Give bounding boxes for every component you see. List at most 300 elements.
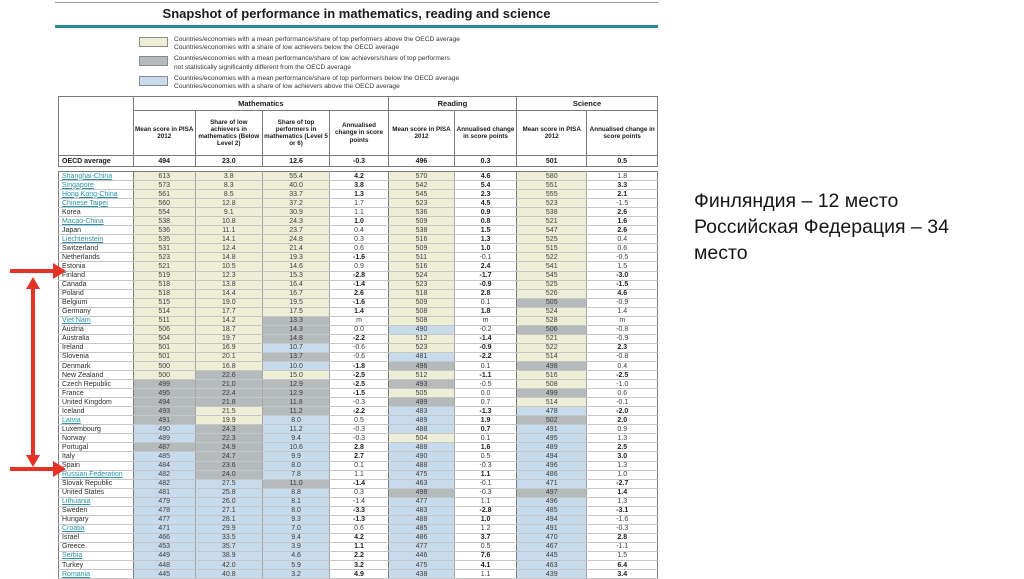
value-cell: -1.5 xyxy=(587,280,658,289)
table-row xyxy=(59,515,658,524)
country-label: Australia xyxy=(59,334,134,343)
table-row xyxy=(59,262,658,271)
value-cell: 504 xyxy=(133,334,195,343)
value-cell: 42.0 xyxy=(195,561,262,570)
value-cell: 0.7 xyxy=(455,398,517,407)
value-cell: 6.4 xyxy=(587,561,658,570)
value-cell: 33.5 xyxy=(195,533,262,542)
table-row xyxy=(59,389,658,398)
value-cell: m xyxy=(330,316,389,325)
value-cell: 490 xyxy=(388,452,454,461)
value-cell: 1.0 xyxy=(587,470,658,479)
value-cell: -0.1 xyxy=(587,398,658,407)
value-cell: -0.3 xyxy=(587,524,658,533)
value-cell: 15.0 xyxy=(262,371,329,380)
value-cell: 17.5 xyxy=(262,307,329,316)
value-cell: -1.3 xyxy=(330,515,389,524)
value-cell: 22.6 xyxy=(195,371,262,380)
value-cell: 491 xyxy=(517,524,587,533)
table-row xyxy=(59,280,658,289)
country-label: Italy xyxy=(59,452,134,461)
country-link[interactable]: Liechtenstein xyxy=(59,235,134,244)
table-row xyxy=(59,425,658,434)
value-cell: 499 xyxy=(133,380,195,389)
value-cell: 496 xyxy=(517,497,587,506)
value-cell: 1.1 xyxy=(330,470,389,479)
value-cell: 524 xyxy=(388,271,454,280)
value-cell: 9.4 xyxy=(262,533,329,542)
value-cell: -1.6 xyxy=(330,253,389,262)
value-cell: 0.3 xyxy=(455,156,517,167)
value-cell: 14.1 xyxy=(195,235,262,244)
value-cell: 21.0 xyxy=(195,380,262,389)
range-arrow-bottom-head xyxy=(26,455,40,467)
table-row xyxy=(59,407,658,416)
value-cell: 28.1 xyxy=(195,515,262,524)
country-link[interactable]: Viet Nam xyxy=(59,316,134,325)
table-row xyxy=(59,533,658,542)
value-cell: 19.0 xyxy=(195,298,262,307)
value-cell: 40.0 xyxy=(262,181,329,190)
value-cell: 0.1 xyxy=(455,361,517,370)
value-cell: 483 xyxy=(388,407,454,416)
value-cell: 3.4 xyxy=(587,570,658,579)
value-cell: 495 xyxy=(133,389,195,398)
value-cell: -0.3 xyxy=(455,461,517,470)
value-cell: 4.1 xyxy=(455,561,517,570)
value-cell: 519 xyxy=(133,271,195,280)
value-cell: -3.0 xyxy=(587,271,658,280)
value-cell: 486 xyxy=(517,470,587,479)
value-cell: 490 xyxy=(388,325,454,334)
value-cell: 515 xyxy=(133,298,195,307)
value-cell: 560 xyxy=(133,199,195,208)
country-label: Slovak Republic xyxy=(59,479,134,488)
value-cell: 1.8 xyxy=(455,307,517,316)
value-cell: 521 xyxy=(517,217,587,226)
value-cell: 1.3 xyxy=(455,235,517,244)
col-header: Annualised change in score points xyxy=(455,111,517,156)
value-cell: 493 xyxy=(388,380,454,389)
value-cell: 477 xyxy=(388,542,454,551)
value-cell: 27.5 xyxy=(195,479,262,488)
table-row xyxy=(59,434,658,443)
value-cell: 488 xyxy=(388,515,454,524)
value-cell: 523 xyxy=(133,253,195,262)
value-cell: 1.2 xyxy=(455,524,517,533)
value-cell: 0.7 xyxy=(455,425,517,434)
value-cell: 535 xyxy=(133,235,195,244)
value-cell: 1.1 xyxy=(330,542,389,551)
value-cell: 514 xyxy=(517,398,587,407)
value-cell: 16.8 xyxy=(195,361,262,370)
value-cell: 498 xyxy=(388,488,454,497)
table-row xyxy=(59,371,658,380)
value-cell: 1.3 xyxy=(587,461,658,470)
table-row xyxy=(59,253,658,262)
country-link[interactable]: Lithuania xyxy=(59,497,134,506)
value-cell: 506 xyxy=(517,325,587,334)
value-cell: 3.8 xyxy=(195,172,262,181)
value-cell: 2.3 xyxy=(455,190,517,199)
value-cell: 8.5 xyxy=(195,190,262,199)
value-cell: -0.6 xyxy=(330,352,389,361)
legend xyxy=(139,36,609,94)
value-cell: 0.1 xyxy=(330,461,389,470)
oecd-average-row xyxy=(59,156,658,167)
finland-rank-text: Финляндия – 12 место xyxy=(694,190,899,212)
country-link[interactable]: Macao-China xyxy=(59,217,134,226)
value-cell: 23.6 xyxy=(195,461,262,470)
value-cell: 502 xyxy=(517,416,587,425)
value-cell: 1.5 xyxy=(455,226,517,235)
value-cell: 523 xyxy=(388,199,454,208)
value-cell: 3.0 xyxy=(587,452,658,461)
value-cell: 8.8 xyxy=(262,488,329,497)
value-cell: -2.8 xyxy=(330,271,389,280)
value-cell: 485 xyxy=(133,452,195,461)
value-cell: 19.5 xyxy=(262,298,329,307)
value-cell: 471 xyxy=(133,524,195,533)
value-cell: 55.4 xyxy=(262,172,329,181)
value-cell: 536 xyxy=(388,208,454,217)
table-row xyxy=(59,470,658,479)
value-cell: 516 xyxy=(388,235,454,244)
value-cell: 21.5 xyxy=(195,407,262,416)
value-cell: 0.1 xyxy=(455,298,517,307)
value-cell: 525 xyxy=(517,235,587,244)
top-divider xyxy=(55,2,658,3)
value-cell: 489 xyxy=(388,416,454,425)
table-row xyxy=(59,235,658,244)
value-cell: 525 xyxy=(517,280,587,289)
country-label: Iceland xyxy=(59,407,134,416)
value-cell: 491 xyxy=(133,416,195,425)
value-cell: 13.8 xyxy=(195,280,262,289)
value-cell: 12.4 xyxy=(195,244,262,253)
table-row xyxy=(59,488,658,497)
value-cell: 4.6 xyxy=(262,551,329,560)
value-cell: 499 xyxy=(517,389,587,398)
value-cell: 0.4 xyxy=(587,235,658,244)
country-label: Canada xyxy=(59,280,134,289)
country-label: Japan xyxy=(59,226,134,235)
table-row xyxy=(59,208,658,217)
value-cell: 542 xyxy=(388,181,454,190)
value-cell: 547 xyxy=(517,226,587,235)
value-cell: 9.4 xyxy=(262,434,329,443)
value-cell: 3.2 xyxy=(330,561,389,570)
value-cell: 3.3 xyxy=(587,181,658,190)
value-cell: 7.0 xyxy=(262,524,329,533)
col-header: Mean score in PISA 2012 xyxy=(516,111,586,156)
value-cell: 4.2 xyxy=(330,533,389,542)
value-cell: 518 xyxy=(388,289,454,298)
value-cell: 10.5 xyxy=(195,262,262,271)
value-cell: 521 xyxy=(133,262,195,271)
table-row xyxy=(59,172,658,181)
value-cell: 509 xyxy=(388,298,454,307)
country-label: Denmark xyxy=(59,361,134,370)
value-cell: 471 xyxy=(517,479,587,488)
value-cell: 1.1 xyxy=(455,470,517,479)
value-cell: -2.0 xyxy=(587,407,658,416)
value-cell: 1.5 xyxy=(587,262,658,271)
value-cell: 446 xyxy=(388,551,454,560)
value-cell: 4.5 xyxy=(455,199,517,208)
value-cell: 523 xyxy=(388,280,454,289)
value-cell: 12.9 xyxy=(262,380,329,389)
value-cell: 16.7 xyxy=(262,289,329,298)
value-cell: -2.5 xyxy=(587,371,658,380)
country-link[interactable]: Latvia xyxy=(59,416,134,425)
country-label: Austria xyxy=(59,325,134,334)
value-cell: 528 xyxy=(517,316,587,325)
value-cell: 2.7 xyxy=(330,452,389,461)
value-cell: -0.8 xyxy=(587,352,658,361)
value-cell: 1.0 xyxy=(455,515,517,524)
value-cell: 10.0 xyxy=(262,361,329,370)
value-cell: 506 xyxy=(133,325,195,334)
country-label: Turkey xyxy=(59,561,134,570)
value-cell: 35.7 xyxy=(195,542,262,551)
value-cell: 482 xyxy=(133,479,195,488)
value-cell: 24.9 xyxy=(195,443,262,452)
value-cell: 463 xyxy=(388,479,454,488)
value-cell: 505 xyxy=(388,389,454,398)
col-header: Mean score in PISA 2012 xyxy=(133,111,195,156)
value-cell: 555 xyxy=(517,190,587,199)
value-cell: 2.6 xyxy=(587,226,658,235)
value-cell: 538 xyxy=(388,226,454,235)
value-cell: -0.8 xyxy=(587,325,658,334)
value-cell: 545 xyxy=(517,271,587,280)
value-cell: -1.4 xyxy=(330,280,389,289)
value-cell: 12.6 xyxy=(262,156,329,167)
value-cell: 1.3 xyxy=(330,190,389,199)
col-header: Share of low achievers in mathematics (Below Level 2) xyxy=(195,111,262,156)
value-cell: 449 xyxy=(133,551,195,560)
value-cell: 573 xyxy=(133,181,195,190)
table-row xyxy=(59,316,658,325)
value-cell: -3.3 xyxy=(330,506,389,515)
value-cell: 486 xyxy=(388,533,454,542)
value-cell: -2.5 xyxy=(330,371,389,380)
value-cell: 0.5 xyxy=(330,416,389,425)
value-cell: 512 xyxy=(388,334,454,343)
country-link[interactable]: Hong Kong-China xyxy=(59,190,134,199)
legend-swatch-blue xyxy=(139,76,168,86)
value-cell: 1.6 xyxy=(587,217,658,226)
value-cell: 504 xyxy=(388,434,454,443)
value-cell: -0.9 xyxy=(587,334,658,343)
value-cell: 516 xyxy=(517,371,587,380)
value-cell: 8.0 xyxy=(262,461,329,470)
value-cell: 3.9 xyxy=(262,542,329,551)
value-cell: m xyxy=(455,316,517,325)
value-cell: 509 xyxy=(388,244,454,253)
value-cell: 0.4 xyxy=(330,226,389,235)
value-cell: 1.1 xyxy=(330,208,389,217)
value-cell: 479 xyxy=(133,497,195,506)
value-cell: 11.0 xyxy=(262,479,329,488)
value-cell: 14.3 xyxy=(262,325,329,334)
value-cell: -0.9 xyxy=(455,280,517,289)
country-link[interactable]: Serbia xyxy=(59,551,134,560)
value-cell: 9.3 xyxy=(262,515,329,524)
legend-line: Countries/economies with a mean performance/share of top performers above the OECD average xyxy=(174,36,460,43)
value-cell: 570 xyxy=(388,172,454,181)
table-row xyxy=(59,443,658,452)
value-cell: 0.5 xyxy=(587,156,658,167)
table-body xyxy=(58,171,658,579)
value-cell: 5.4 xyxy=(455,181,517,190)
value-cell: 22.4 xyxy=(195,389,262,398)
country-label: Luxembourg xyxy=(59,425,134,434)
value-cell: 2.8 xyxy=(330,443,389,452)
value-cell: 561 xyxy=(133,190,195,199)
col-header: Annualised change in score points xyxy=(587,111,658,156)
value-cell: 475 xyxy=(388,470,454,479)
value-cell: 514 xyxy=(517,352,587,361)
value-cell: 23.0 xyxy=(195,156,262,167)
value-cell: 0.9 xyxy=(587,425,658,434)
value-cell: -0.5 xyxy=(587,253,658,262)
value-cell: 1.8 xyxy=(587,172,658,181)
country-link[interactable]: Croatia xyxy=(59,524,134,533)
value-cell: -1.4 xyxy=(330,497,389,506)
country-label: United States xyxy=(59,488,134,497)
value-cell: 490 xyxy=(133,425,195,434)
value-cell: 545 xyxy=(388,190,454,199)
country-label: Finland xyxy=(59,271,134,280)
country-link[interactable]: Russian Federation xyxy=(59,470,134,479)
value-cell: -0.6 xyxy=(330,343,389,352)
value-cell: 511 xyxy=(388,253,454,262)
value-cell: 516 xyxy=(388,262,454,271)
country-label: Slovenia xyxy=(59,352,134,361)
value-cell: 475 xyxy=(388,561,454,570)
table-row xyxy=(59,524,658,533)
value-cell: 485 xyxy=(517,506,587,515)
value-cell: 0.0 xyxy=(330,325,389,334)
value-cell: -0.1 xyxy=(455,253,517,262)
value-cell: 11.1 xyxy=(195,226,262,235)
value-cell: 483 xyxy=(388,506,454,515)
country-link[interactable]: Romania xyxy=(59,570,134,579)
value-cell: 512 xyxy=(388,371,454,380)
value-cell: 1.1 xyxy=(455,497,517,506)
value-cell: 554 xyxy=(133,208,195,217)
value-cell: -2.8 xyxy=(455,506,517,515)
value-cell: 24.7 xyxy=(195,452,262,461)
value-cell: 0.0 xyxy=(455,389,517,398)
legend-item-not-different xyxy=(139,55,609,71)
value-cell: 0.5 xyxy=(455,542,517,551)
table-row xyxy=(59,461,658,470)
value-cell: 541 xyxy=(517,262,587,271)
value-cell: 482 xyxy=(133,470,195,479)
table-row xyxy=(59,334,658,343)
value-cell: -1.1 xyxy=(587,542,658,551)
value-cell: -2.2 xyxy=(330,407,389,416)
value-cell: 19.3 xyxy=(262,253,329,262)
value-cell: 30.9 xyxy=(262,208,329,217)
value-cell: 16.9 xyxy=(195,343,262,352)
country-label: Estonia xyxy=(59,262,134,271)
value-cell: 9.9 xyxy=(262,452,329,461)
value-cell: 2.1 xyxy=(587,190,658,199)
legend-line: Countries/economies with a share of low achievers above the OECD average xyxy=(174,83,400,91)
value-cell: 1.3 xyxy=(587,434,658,443)
country-label: Switzerland xyxy=(59,244,134,253)
value-cell: 501 xyxy=(133,352,195,361)
country-link[interactable]: Shanghai-China xyxy=(59,172,134,181)
table-row xyxy=(59,352,658,361)
value-cell: 5.9 xyxy=(262,561,329,570)
value-cell: 477 xyxy=(388,497,454,506)
country-link[interactable]: Singapore xyxy=(59,181,134,190)
country-label: Czech Republic xyxy=(59,380,134,389)
table-row xyxy=(59,226,658,235)
value-cell: -1.3 xyxy=(455,407,517,416)
value-cell: 485 xyxy=(388,524,454,533)
value-cell: 0.8 xyxy=(455,217,517,226)
value-cell: 14.8 xyxy=(262,334,329,343)
table-row xyxy=(59,271,658,280)
page-title: Snapshot of performance in mathematics, reading and science xyxy=(162,6,551,21)
value-cell: 489 xyxy=(517,443,587,452)
value-cell: 496 xyxy=(517,461,587,470)
legend-swatch-cream xyxy=(139,37,168,47)
country-link[interactable]: Chinese Taipei xyxy=(59,199,134,208)
country-label: Poland xyxy=(59,289,134,298)
value-cell: 538 xyxy=(517,208,587,217)
table-row xyxy=(59,380,658,389)
table-row xyxy=(59,398,658,407)
legend-line: Countries/economies with a mean performance/share of low achievers/share of top performers xyxy=(174,55,450,63)
value-cell: 505 xyxy=(517,298,587,307)
value-cell: 501 xyxy=(516,156,586,167)
legend-line: Countries/economies with a mean performance/share of top performers below the OECD average xyxy=(174,74,460,82)
value-cell: 4.6 xyxy=(587,289,658,298)
value-cell: 531 xyxy=(133,244,195,253)
value-cell: 11.2 xyxy=(262,407,329,416)
value-cell: 463 xyxy=(517,561,587,570)
value-cell: 4.6 xyxy=(455,172,517,181)
value-cell: 10.7 xyxy=(262,343,329,352)
value-cell: -2.2 xyxy=(455,352,517,361)
value-cell: 522 xyxy=(517,343,587,352)
value-cell: 496 xyxy=(388,361,454,370)
value-cell: 496 xyxy=(388,156,454,167)
value-cell: 523 xyxy=(517,199,587,208)
value-cell: 1.4 xyxy=(587,307,658,316)
corner-cell xyxy=(59,97,134,156)
table-row xyxy=(59,181,658,190)
value-cell: 0.6 xyxy=(587,244,658,253)
value-cell: 20.1 xyxy=(195,352,262,361)
russia-arrow-head xyxy=(53,461,66,477)
value-cell: 11.2 xyxy=(262,425,329,434)
value-cell: 27.1 xyxy=(195,506,262,515)
col-header: Mean score in PISA 2012 xyxy=(388,111,454,156)
value-cell: -0.3 xyxy=(330,156,389,167)
country-label: Israel xyxy=(59,533,134,542)
value-cell: 481 xyxy=(388,352,454,361)
value-cell: -2.5 xyxy=(330,380,389,389)
value-cell: 489 xyxy=(133,434,195,443)
